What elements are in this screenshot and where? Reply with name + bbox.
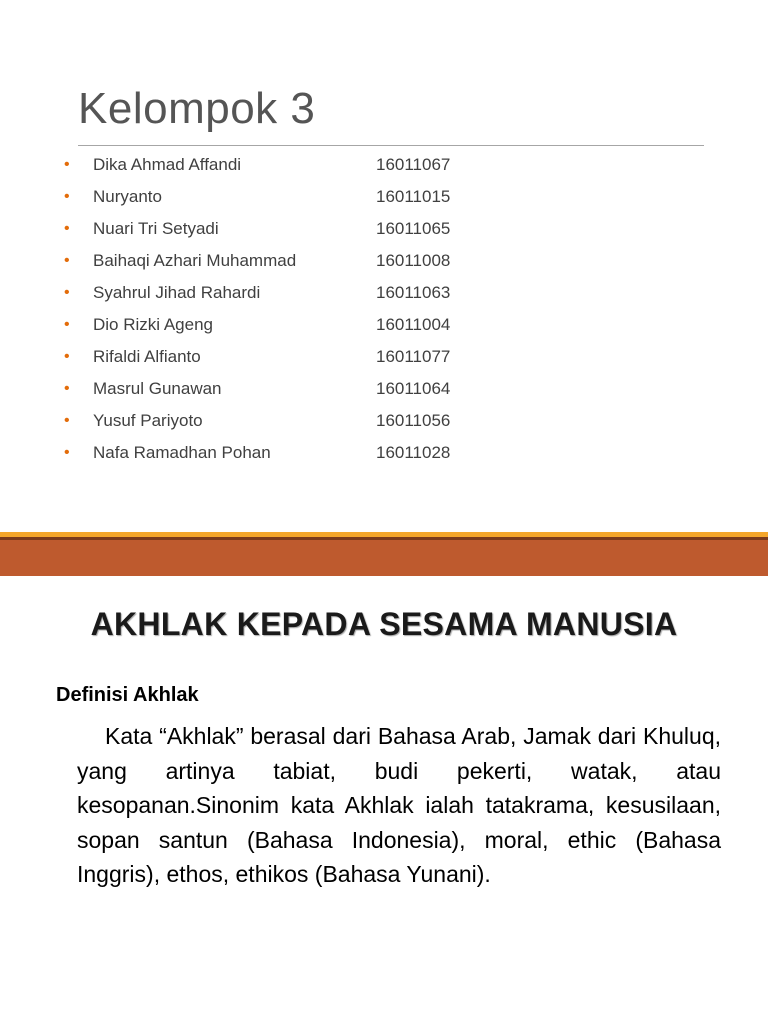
member-name: Masrul Gunawan xyxy=(93,379,222,398)
member-name: Rifaldi Alfianto xyxy=(93,347,201,366)
list-item xyxy=(64,151,524,183)
list-item xyxy=(64,279,524,311)
list-item xyxy=(64,215,524,247)
list-item xyxy=(64,375,524,407)
bullet-icon: • xyxy=(64,412,70,429)
bullet-icon: • xyxy=(64,348,70,365)
bullet-icon: • xyxy=(64,156,70,173)
list-item xyxy=(64,183,524,215)
member-name: Dio Rizki Ageng xyxy=(93,315,214,334)
list-item xyxy=(64,343,524,375)
bullet-icon: • xyxy=(64,252,70,269)
member-list xyxy=(64,151,524,471)
list-item xyxy=(64,439,524,471)
list-item xyxy=(64,311,524,343)
title-divider xyxy=(78,145,704,146)
member-nim: 16011008 xyxy=(376,251,451,270)
slide-title: AKHLAK KEPADA SESAMA MANUSIA xyxy=(90,606,678,642)
slide-definisi xyxy=(0,576,768,1024)
member-nim: 16011077 xyxy=(376,347,451,366)
member-nim: 16011063 xyxy=(376,283,451,302)
slide-title: Kelompok 3 xyxy=(78,84,316,133)
member-nim: 16011004 xyxy=(376,315,451,334)
member-name: Baihaqi Azhari Muhammad xyxy=(93,251,297,270)
bullet-icon: • xyxy=(64,220,70,237)
slide-separator-band xyxy=(0,540,768,576)
bullet-icon: • xyxy=(64,284,70,301)
list-item xyxy=(64,407,524,439)
bullet-icon: • xyxy=(64,188,70,205)
member-nim: 16011065 xyxy=(376,219,451,238)
bullet-icon: • xyxy=(64,380,70,397)
section-heading: Definisi Akhlak xyxy=(56,684,199,706)
member-nim: 16011064 xyxy=(376,379,451,398)
member-nim: 16011067 xyxy=(376,155,451,174)
member-name: Nuryanto xyxy=(93,187,162,206)
list-item xyxy=(64,247,524,279)
definition-paragraph: Kata “Akhlak” berasal dari Bahasa Arab, Jamak dari Khuluq, yang artinya tabiat, budi pekerti, watak, atau kesopanan.Sinonim kata Akhlak ialah tatakrama, kesusilaan, sopan santun (Bahasa Indonesia), moral, ethic (Bahasa Inggris), ethos, ethikos (Bahasa Yunani). xyxy=(77,723,721,887)
member-nim: 16011028 xyxy=(376,443,451,462)
member-name: Nuari Tri Setyadi xyxy=(93,219,219,238)
member-nim: 16011015 xyxy=(376,187,451,206)
bullet-icon: • xyxy=(64,316,70,333)
bullet-icon: • xyxy=(64,444,70,461)
member-name: Dika Ahmad Affandi xyxy=(93,155,242,174)
member-name: Syahrul Jihad Rahardi xyxy=(93,283,261,302)
member-name: Yusuf Pariyoto xyxy=(93,411,203,430)
member-nim: 16011056 xyxy=(376,411,451,430)
member-name: Nafa Ramadhan Pohan xyxy=(93,443,271,462)
